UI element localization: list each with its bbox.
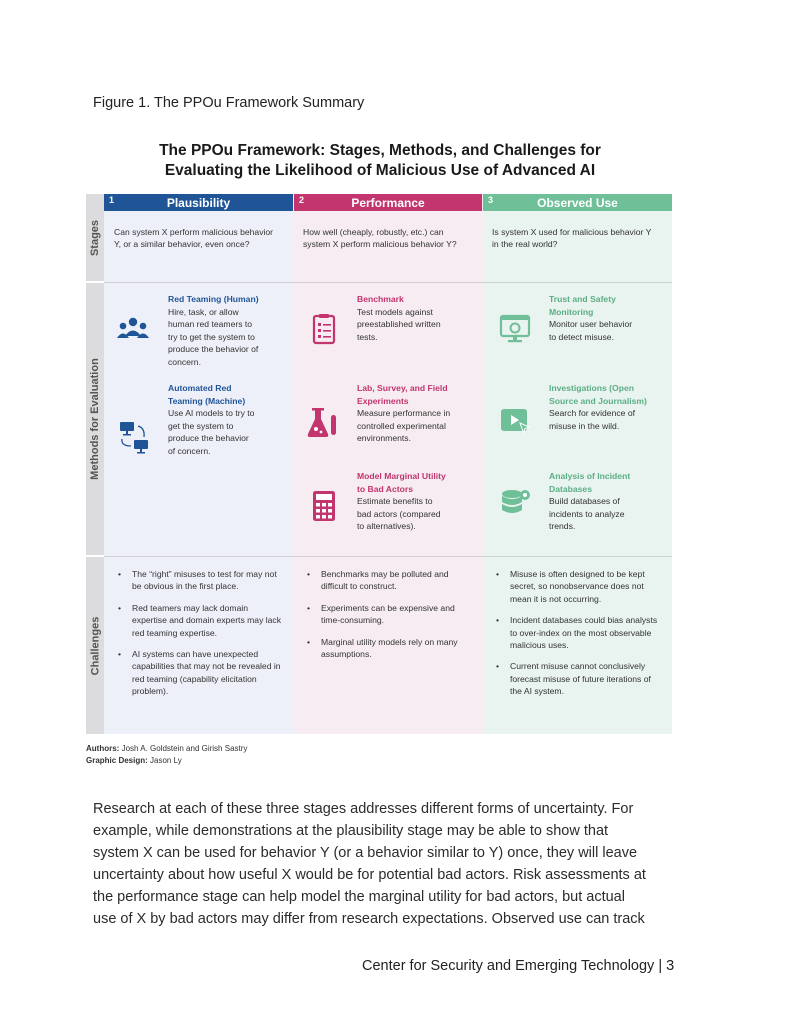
challenge-item: • Current misuse cannot conclusively forecast misuse of future iterations of the AI system. (492, 660, 664, 697)
framework-grid (86, 194, 672, 734)
method-title: Automated Red (168, 383, 232, 393)
method-desc-line: Monitor user behavior (549, 319, 633, 330)
method-desc-line: Hire, task, or allow (168, 306, 239, 317)
stage-title: Performance (351, 196, 425, 210)
stage-title: Observed Use (537, 196, 618, 210)
method-title: Monitoring (549, 306, 594, 317)
method-title: Analysis of Incident (549, 471, 631, 481)
stage-title: Plausibility (166, 196, 231, 210)
method-benchmark (357, 293, 477, 343)
challenge-item: • Red teamers may lack domain expertise and domain experts may lack red teaming expertise. (114, 602, 282, 639)
body-line: example, while demonstrations at the plausibility stage may be able to show that (93, 823, 609, 839)
stage-number: 2 (299, 195, 305, 205)
challenge-item: • Experiments can be expensive and time-consuming. (303, 602, 471, 627)
method-desc-line: preestablished written (357, 319, 441, 330)
method-title: Source and Journalism) (549, 395, 647, 406)
method-desc-line: bad actors (compared (357, 508, 441, 519)
computer-network-icon (118, 420, 152, 454)
method-title: Red Teaming (Human) (168, 294, 259, 304)
method-investigations (549, 382, 669, 432)
method-desc-line: Measure performance in (357, 408, 451, 419)
method-lab-survey-field-experiments (357, 382, 477, 445)
method-title: Trust and Safety (549, 294, 616, 304)
challenge-item: • Misuse is often designed to be kept secret, so nonobservance does not mean it is not occurring. (492, 568, 664, 605)
method-desc-line: Build databases of (549, 496, 620, 507)
calculator-icon (307, 489, 341, 523)
method-desc-line: Search for evidence of (549, 408, 635, 419)
method-desc-line: try to get the system to (168, 331, 255, 342)
method-title: Benchmark (357, 294, 404, 304)
method-desc-line: to alternatives). (357, 521, 416, 532)
method-desc-line: produce the behavior of (168, 344, 259, 355)
method-desc-line: of concern. (168, 445, 211, 456)
method-title: Model Marginal Utility (357, 471, 446, 481)
observed-use-challenges (492, 568, 664, 707)
observed-use-stage-question: Is system X used for malicious behavior Y in the real world? (492, 227, 652, 249)
method-desc-line: tests. (357, 331, 378, 342)
method-trust-and-safety (549, 293, 669, 343)
method-desc-line: controlled experimental (357, 420, 446, 431)
authors-line: Authors: Josh A. Goldstein and Girish Sastry (86, 744, 248, 753)
monitor-search-icon (498, 312, 532, 346)
checklist-icon (307, 312, 341, 346)
method-desc-line: Test models against (357, 306, 433, 317)
database-gear-icon (499, 486, 533, 520)
challenges-row-label: Challenges (89, 616, 101, 675)
method-desc-line: concern. (168, 356, 201, 367)
method-title: Lab, Survey, and Field (357, 383, 448, 393)
body-line: system X can be used for behavior Y (or a behavior similar to Y) once, they will leave (93, 845, 638, 861)
body-line: the performance stage can help model the marginal utility for bad actors, but actual (93, 889, 625, 905)
method-desc-line: produce the behavior (168, 433, 249, 444)
performance-stage-question: How well (cheaply, robustly, etc.) can system X perform malicious behavior Y? (303, 227, 457, 249)
plausibility-challenges (114, 568, 282, 707)
lab-flask-icon (306, 405, 340, 439)
video-cursor-icon (498, 404, 532, 438)
method-desc-line: trends. (549, 521, 576, 532)
method-desc-line: Estimate benefits to (357, 496, 433, 507)
method-desc-line: incidents to analyze (549, 508, 625, 519)
figure-caption: Figure 1. The PPOu Framework Summary (93, 95, 365, 111)
method-desc-line: misuse in the wild. (549, 420, 620, 431)
figure-title-line-2: Evaluating the Likelihood of Malicious Use of Advanced AI (164, 162, 596, 179)
body-line: use of X by bad actors may differ from research expectations. Observed use can track (93, 911, 645, 927)
row-divider (104, 282, 672, 283)
challenge-item: • Marginal utility models rely on many assumptions. (303, 636, 471, 661)
method-title: to Bad Actors (357, 483, 414, 494)
methods-row-label: Methods for Evaluation (89, 358, 101, 480)
stage-number: 3 (488, 195, 494, 205)
row-divider (104, 556, 672, 557)
performance-header (294, 194, 482, 211)
method-desc-line: environments. (357, 433, 411, 444)
design-line: Graphic Design: Jason Ly (86, 756, 182, 765)
method-marginal-utility (357, 470, 477, 533)
body-paragraph (93, 798, 703, 930)
method-desc-line: human red teamers to (168, 319, 253, 330)
figure-title (130, 141, 630, 181)
body-line: Research at each of these three stages addresses different forms of uncertainty. For (93, 801, 634, 817)
method-automated-red-teaming (168, 382, 288, 458)
people-group-icon (116, 312, 150, 346)
observed-use-header (483, 194, 672, 211)
stage-number: 1 (109, 195, 115, 205)
method-title: Databases (549, 483, 592, 494)
body-line: uncertainty about how useful X would be for potential bad actors. Risk assessments at (93, 867, 646, 883)
challenge-item: • AI systems can have unexpected capabilities that may not be revealed in red teaming (capability elicitation problem). (114, 648, 282, 698)
figure-title-line-1: The PPOu Framework: Stages, Methods, and Challenges for (159, 142, 601, 159)
plausibility-stage-question: Can system X perform malicious behavior Y, or a similar behavior, even once? (114, 227, 274, 249)
performance-challenges (303, 568, 471, 669)
page-footer: Center for Security and Emerging Technology | 3 (362, 958, 675, 974)
figure-credits (86, 743, 247, 767)
challenge-item: • Benchmarks may be polluted and difficult to construct. (303, 568, 471, 593)
method-desc-line: get the system to (168, 420, 234, 431)
method-title: Experiments (357, 395, 409, 406)
method-incident-databases (549, 470, 669, 533)
plausibility-header (104, 194, 293, 211)
challenge-item: • The “right” misuses to test for may not be obvious in the first place. (114, 568, 282, 593)
challenge-item: • Incident databases could bias analysts to over-index on the most observable malicious uses. (492, 614, 664, 651)
method-title: Investigations (Open (549, 383, 634, 393)
method-title: Teaming (Machine) (168, 395, 246, 406)
method-desc-line: to detect misuse. (549, 331, 614, 342)
stages-row-label: Stages (89, 219, 102, 256)
method-desc-line: Use AI models to try to (168, 408, 255, 419)
method-red-teaming-human (168, 293, 288, 369)
